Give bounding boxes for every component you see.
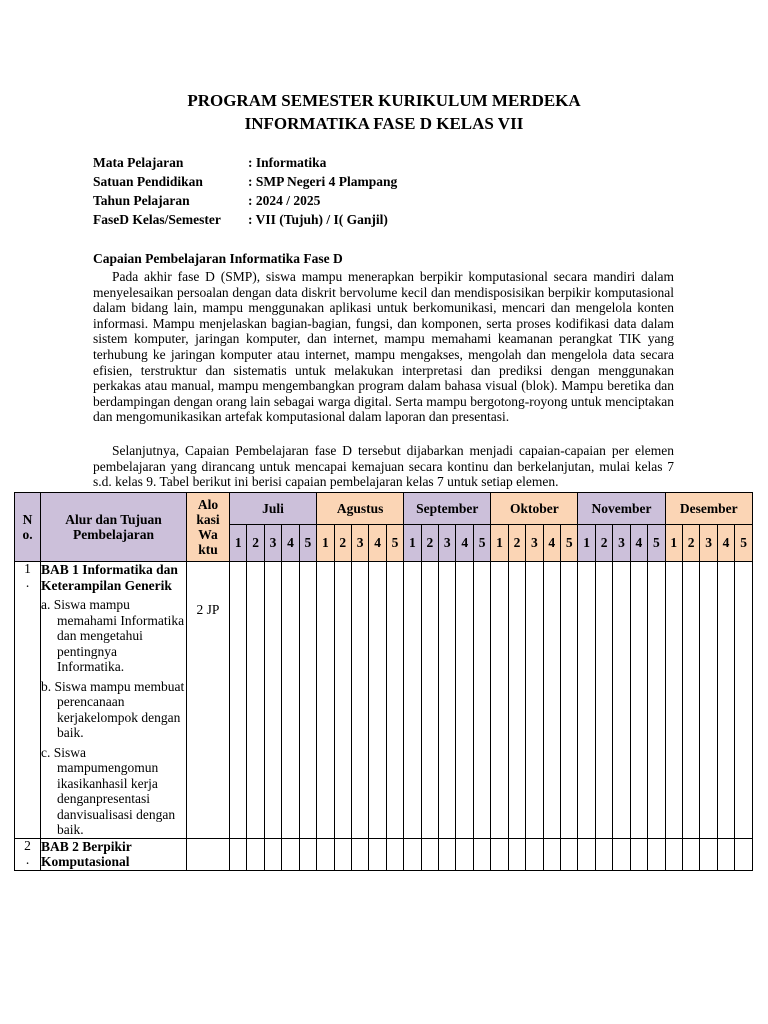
week-cell [491,838,508,870]
row-alur-tujuan [41,838,187,870]
week-cell [595,838,612,870]
week-header: 1 [317,525,334,562]
week-cell [247,838,264,870]
header-row-months [15,493,753,525]
row-number: 2 . [15,838,41,870]
month-header-juli: Juli [230,493,317,525]
bab-title: BAB 2 Berpikir Komputasional [41,838,132,869]
row-alokasi-waktu [187,838,230,870]
month-header-oktober: Oktober [491,493,578,525]
week-header: 2 [421,525,438,562]
info-value: : 2024 / 2025 [248,193,321,208]
week-cell [613,562,630,839]
objective-item: b. Siswa mampu membuat perencanaan kerjakelompok dengan baik. [41,678,185,740]
week-cell [526,562,543,839]
week-cell [543,838,560,870]
week-header: 1 [491,525,508,562]
week-header: 2 [247,525,264,562]
week-cell [595,562,612,839]
month-header-september: September [404,493,491,525]
week-header: 4 [282,525,299,562]
bab-title: BAB 1 Informatika dan Keterampilan Generik [41,562,178,593]
month-header-agustus: Agustus [317,493,404,525]
week-cell [717,562,734,839]
week-cell [299,562,316,839]
week-cell [561,562,578,839]
week-header: 2 [334,525,351,562]
week-cell [473,562,490,839]
week-header: 5 [473,525,490,562]
week-cell [543,562,560,839]
info-value: : VII (Tujuh) / I( Ganjil) [248,212,388,227]
info-label: Mata Pelajaran [93,155,184,170]
week-header: 3 [439,525,456,562]
week-cell [456,562,473,839]
week-cell [282,838,299,870]
week-cell [369,838,386,870]
week-cell [282,562,299,839]
week-cell [700,838,717,870]
month-header-november: November [578,493,665,525]
document-title-line1: PROGRAM SEMESTER KURIKULUM MERDEKA [187,91,581,110]
table-row [15,838,753,870]
week-cell [439,838,456,870]
document-title-line2: INFORMATIKA FASE D KELAS VII [244,114,524,133]
week-cell [508,562,525,839]
week-header: 4 [456,525,473,562]
program-semester-table [14,492,753,871]
week-cell [682,562,699,839]
week-cell [735,838,753,870]
week-cell [421,838,438,870]
week-cell [508,838,525,870]
header-alokasi-waktu: Alo kasi Wa ktu [187,493,230,562]
week-cell [578,562,595,839]
info-label: Tahun Pelajaran [93,193,190,208]
header-no: N o. [15,493,41,562]
objective-item: c. Siswa mampumengomun ikasikanhasil kerja denganpresentasi danvisualisasi dengan baik. [41,744,176,837]
week-cell [404,562,421,839]
week-cell [317,562,334,839]
week-cell [473,838,490,870]
week-header: 1 [665,525,682,562]
week-cell [648,562,665,839]
week-cell [230,562,247,839]
week-cell [351,838,368,870]
week-cell [264,562,281,839]
week-header: 4 [369,525,386,562]
row-number: 1 . [15,562,41,839]
week-cell [717,838,734,870]
week-cell [561,838,578,870]
week-cell [491,562,508,839]
week-cell [334,562,351,839]
week-cell [682,838,699,870]
week-cell [351,562,368,839]
week-cell [299,838,316,870]
week-cell [648,838,665,870]
week-cell [630,562,647,839]
week-header: 5 [735,525,753,562]
week-cell [439,562,456,839]
row-alur-tujuan [41,562,187,839]
info-value: : SMP Negeri 4 Plampang [248,174,398,189]
header-alur-tujuan: Alur dan Tujuan Pembelajaran [41,493,187,562]
objective-item: a. Siswa mampu memahami Informatika dan mengetahui pentingnya Informatika. [41,597,185,674]
alokasi-value: 2 JP [196,602,220,617]
week-cell [613,838,630,870]
week-cell [526,838,543,870]
week-header: 1 [404,525,421,562]
row-alokasi-waktu [187,562,230,839]
week-cell [404,838,421,870]
paragraph-capaian: Pada akhir fase D (SMP), siswa mampu menerapkan berpikir komputasional secara mandiri dalam menyelesaikan persoalan dengan data diskrit bervolume kecil dan mendisposisikan berpikir komputasional dalam bidang lain, mampu menggunakan aplikasi untuk berkomunikasi, mencari dan mengelola konten informasi. Mampu menjelaskan bagian-bagian, fungsi, dan komponen, serta proses kodifikasi data dalam sistem komputer, jaringan komputer, dan internet, mampu memahami keamanan perangkat TIK yang terhubung ke jaringan komputer atau internet, mampu mengakses, mengolah dan mengelola data secara efisien, terstruktur dan sistematis untuk melakukan interpretasi dan prediksi dengan menggunakan perkakas atau manual, mampu mengembangkan program dalam bahasa visual (blok). Mampu beretika dan berdampingan dengan orang lain sebagai warga digital. Serta mampu bergotong-royong untuk menciptakan dan mengomunikasikan artefak komputasional dalam laporan dan presentasi. [93,269,674,425]
week-header: 4 [543,525,560,562]
week-header: 3 [526,525,543,562]
week-cell [421,562,438,839]
week-header: 5 [386,525,403,562]
week-cell [369,562,386,839]
week-cell [230,838,247,870]
week-header: 1 [578,525,595,562]
week-cell [334,838,351,870]
section-heading: Capaian Pembelajaran Informatika Fase D [93,251,343,266]
week-header: 4 [717,525,734,562]
week-header: 2 [508,525,525,562]
week-header: 3 [700,525,717,562]
week-cell [700,562,717,839]
week-cell [247,562,264,839]
month-header-desember: Desember [665,493,752,525]
info-value: : Informatika [248,155,327,170]
week-cell [665,562,682,839]
week-header: 3 [351,525,368,562]
info-label: FaseD Kelas/Semester [93,212,221,227]
week-cell [630,838,647,870]
week-cell [735,562,753,839]
week-cell [456,838,473,870]
week-header: 1 [230,525,247,562]
week-header: 3 [613,525,630,562]
week-header: 3 [264,525,281,562]
week-header: 2 [595,525,612,562]
week-header: 5 [299,525,316,562]
week-cell [665,838,682,870]
info-label: Satuan Pendidikan [93,174,203,189]
week-cell [317,838,334,870]
week-header: 5 [648,525,665,562]
week-header: 5 [561,525,578,562]
week-cell [386,838,403,870]
paragraph-elemen: Selanjutnya, Capaian Pembelajaran fase D tersebut dijabarkan menjadi capaian-capaian per elemen pembelajaran yang dirancang untuk mencapai kemajuan secara kontinu dan berkelanjutan, mulai kelas 7 s.d. kelas 9. Tabel berikut ini berisi capaian pembelajaran kelas 7 untuk setiap elemen. [93,443,674,490]
week-cell [264,838,281,870]
week-cell [578,838,595,870]
week-header: 4 [630,525,647,562]
week-cell [386,562,403,839]
table-row [15,562,753,839]
week-header: 2 [682,525,699,562]
